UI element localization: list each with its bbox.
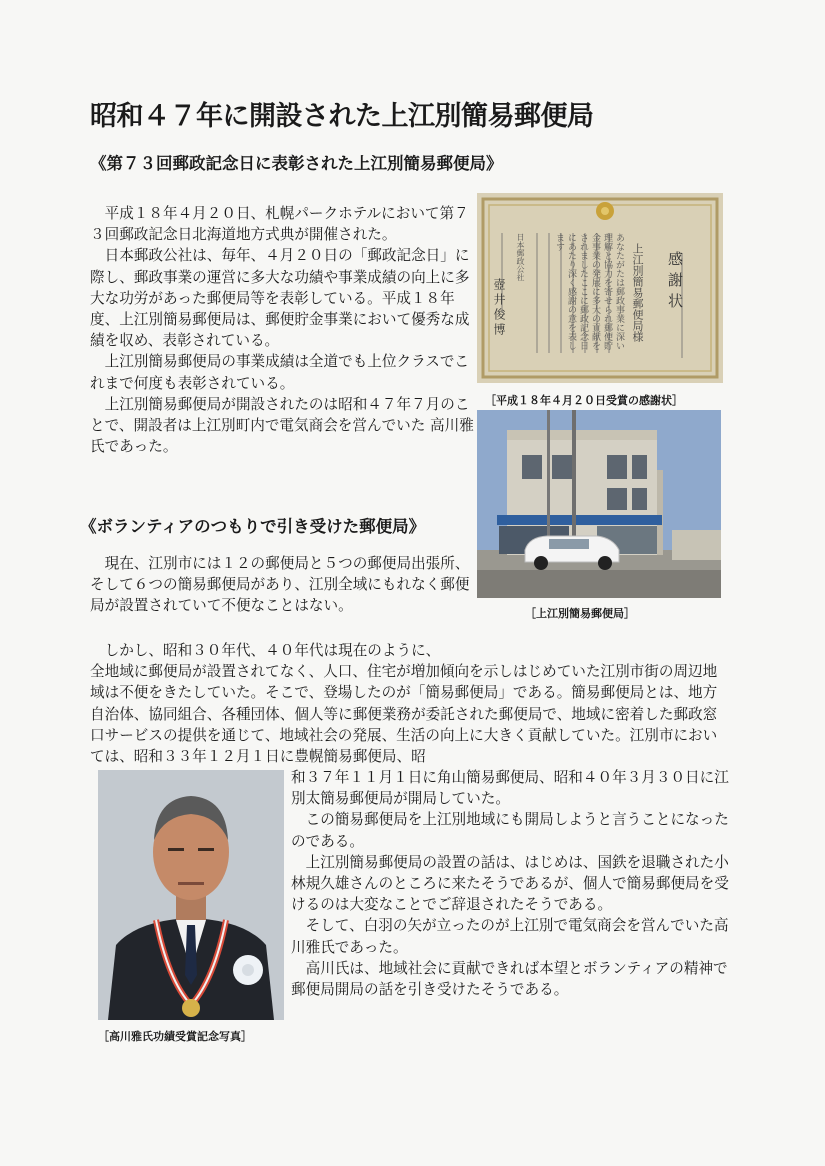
certificate-body: あなたがたは郵政事業に深い理解と協力を寄せられ郵便貯金事業の発展に多大の貢献をされましたここに郵政記念日にあたり深く感謝の意を表します [554,233,624,350]
section1-paragraph: 平成１８年４月２０日、札幌パークホテルにおいて第７３回郵政記念日北海道地方式典が開催された。 日本郵政公社は、毎年、４月２０日の「郵政記念日」に際し、郵政事業の運営に多大な功績や事業成績の向上に多大な功労があった郵便局等を表彰している。平成１８年度、上江別簡易郵便局は、郵便貯金事業において優秀な成績を収め、表彰されている。 上江別簡易郵便局の事業成績は全道でも上位クラスでこれまで何度も表彰されている。 上江別簡易郵便局が開設されたのは昭和４７年７月のことで、開設者は上江別町内で電気商会を営んでいた 高川雅氏であった。 [90,205,474,456]
section2-heading: 《ボランティアのつもりで引き受けた郵便局》 [80,517,426,536]
certificate-caption: ［平成１８年４月２０日受賞の感謝状］ [485,394,683,407]
page-title: 昭和４７年に開設された上江別簡易郵便局 [90,101,594,132]
post-office-caption: ［上江別簡易郵便局］ [525,607,635,620]
emblem-icon [596,202,614,220]
portrait-caption: ［高川雅氏功績受賞記念写真］ [98,1030,252,1043]
certificate-issuer: 日本郵政公社 [516,233,525,281]
portrait-photo [98,770,284,1020]
section2-paragraph-2: しかし、昭和３０年代、４０年代は現在のように、 全地域に郵便局が設置されてなく、人口、住宅が増加傾向を示しはじめていた江別市街の周辺地域は不便をきたしていた。そこで、登場したのが「簡易郵便局」である。簡易郵便局とは、地方自治体、協同組合、各種団体、個人等に郵便業務が委託された郵便局で、地域に密着した郵政窓口サービスの提供を通じて、地域社会の発展、生活の向上に大きく貢献していた。江別市においては、昭和３３年１２月１日に豊幌簡易郵便局、昭 [90,642,718,766]
certificate-photo [477,193,723,383]
certificate-heading: 感謝状 [666,251,684,314]
certificate-signer: 壺井俊博 [492,278,506,338]
certificate-recipient: 上江別簡易郵便局様 [631,243,644,342]
section2-paragraph-1: 現在、江別市には１２の郵便局と５つの郵便局出張所、そして６つの簡易郵便局があり、江別全域にもれなく郵便局が設置されていて不便なことはない。 [90,555,470,615]
section2-paragraph-3: 和３７年１１月１日に角山簡易郵便局、昭和４０年３月３０日に江別太簡易郵便局が開局していた。 この簡易郵便局を上江別地域にも開局しようと言うことになったのである。 上江別簡易郵便局の設置の話は、はじめは、国鉄を退職された小林規久雄さんのところに来たそうであるが、個人で簡易郵便局を受けるのは大変なことでご辞退されたそうである。 そして、白羽の矢が立ったのが上江別で電気商会を営んでいた高川雅氏であった。 高川氏は、地域社会に貢献できれば本望とボランティアの精神で郵便局開局の話を引き受けたそうである。 [291,769,729,999]
section1-heading: 《第７３回郵政記念日に表彰された上江別簡易郵便局》 [90,154,503,173]
post-office-photo [477,410,721,598]
